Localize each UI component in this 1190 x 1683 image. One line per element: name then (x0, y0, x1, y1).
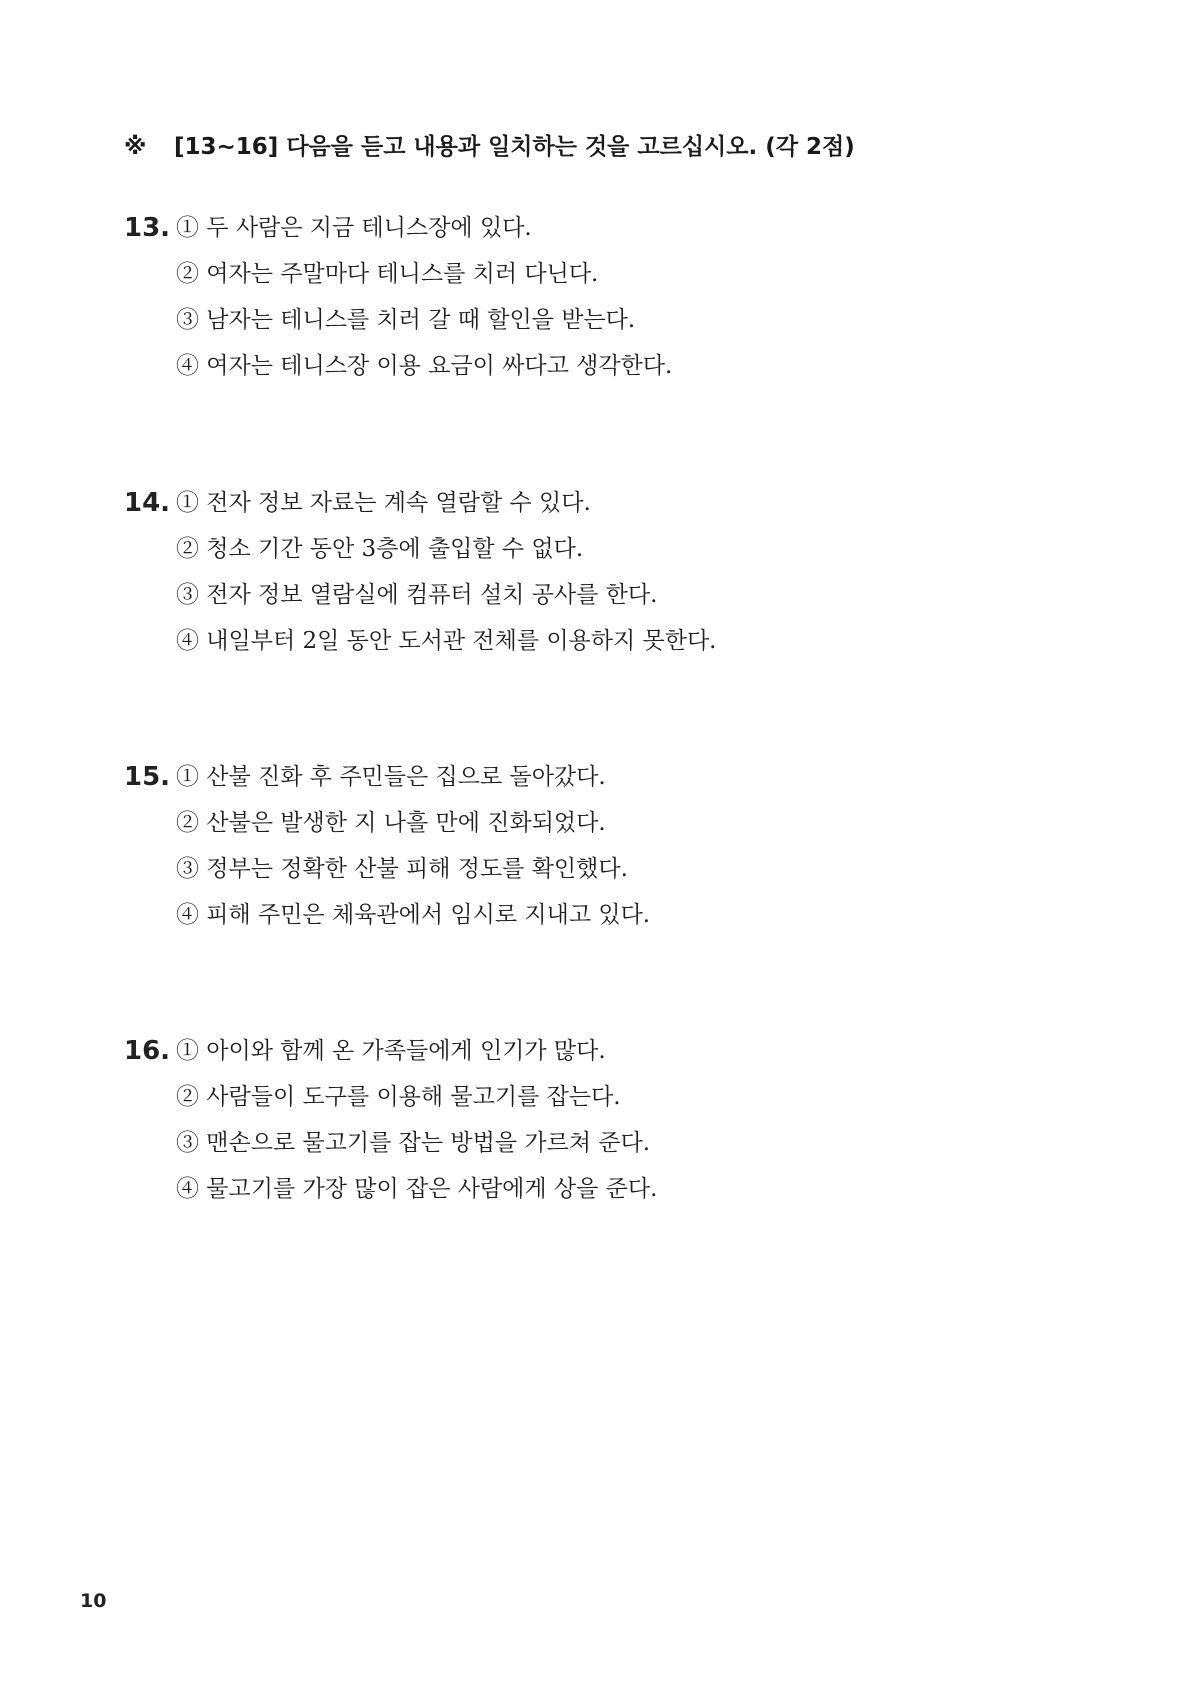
question-number: 15. (124, 762, 171, 792)
page-number: 10 (80, 1590, 107, 1612)
option-1[interactable]: ① 두 사람은 지금 테니스장에 있다. (176, 215, 532, 241)
option-2[interactable]: ② 청소 기간 동안 3층에 출입할 수 없다. (176, 536, 584, 562)
option-2[interactable]: ② 사람들이 도구를 이용해 물고기를 잡는다. (176, 1084, 621, 1110)
instruction-text: [13~16] 다음을 듣고 내용과 일치하는 것을 고르십시오. (각 2점) (174, 134, 855, 160)
instruction-heading (124, 128, 855, 161)
option-4[interactable]: ④ 내일부터 2일 동안 도서관 전체를 이용하지 못한다. (176, 628, 717, 654)
option-2[interactable]: ② 산불은 발생한 지 나흘 만에 진화되었다. (176, 810, 606, 836)
option-1[interactable]: ① 전자 정보 자료는 계속 열람할 수 있다. (176, 490, 591, 516)
option-3[interactable]: ③ 맨손으로 물고기를 잡는 방법을 가르쳐 준다. (176, 1130, 651, 1156)
option-list (176, 1028, 657, 1212)
question-number: 13. (124, 213, 171, 243)
reference-mark: ※ (124, 134, 147, 160)
option-3[interactable]: ③ 남자는 테니스를 치러 갈 때 할인을 받는다. (176, 307, 636, 333)
option-4[interactable]: ④ 피해 주민은 체육관에서 임시로 지내고 있다. (176, 902, 651, 928)
option-list (176, 480, 716, 664)
option-4[interactable]: ④ 물고기를 가장 많이 잡은 사람에게 상을 준다. (176, 1176, 658, 1202)
option-1[interactable]: ① 산불 진화 후 주민들은 집으로 돌아갔다. (176, 764, 606, 790)
option-3[interactable]: ③ 정부는 정확한 산불 피해 정도를 확인했다. (176, 856, 628, 882)
question-number: 14. (124, 488, 171, 518)
option-2[interactable]: ② 여자는 주말마다 테니스를 치러 다닌다. (176, 261, 599, 287)
option-4[interactable]: ④ 여자는 테니스장 이용 요금이 싸다고 생각한다. (176, 353, 673, 379)
question-number: 16. (124, 1036, 171, 1066)
option-1[interactable]: ① 아이와 함께 온 가족들에게 인기가 많다. (176, 1038, 606, 1064)
option-3[interactable]: ③ 전자 정보 열람실에 컴퓨터 설치 공사를 한다. (176, 582, 658, 608)
option-list (176, 205, 672, 389)
option-list (176, 754, 650, 938)
